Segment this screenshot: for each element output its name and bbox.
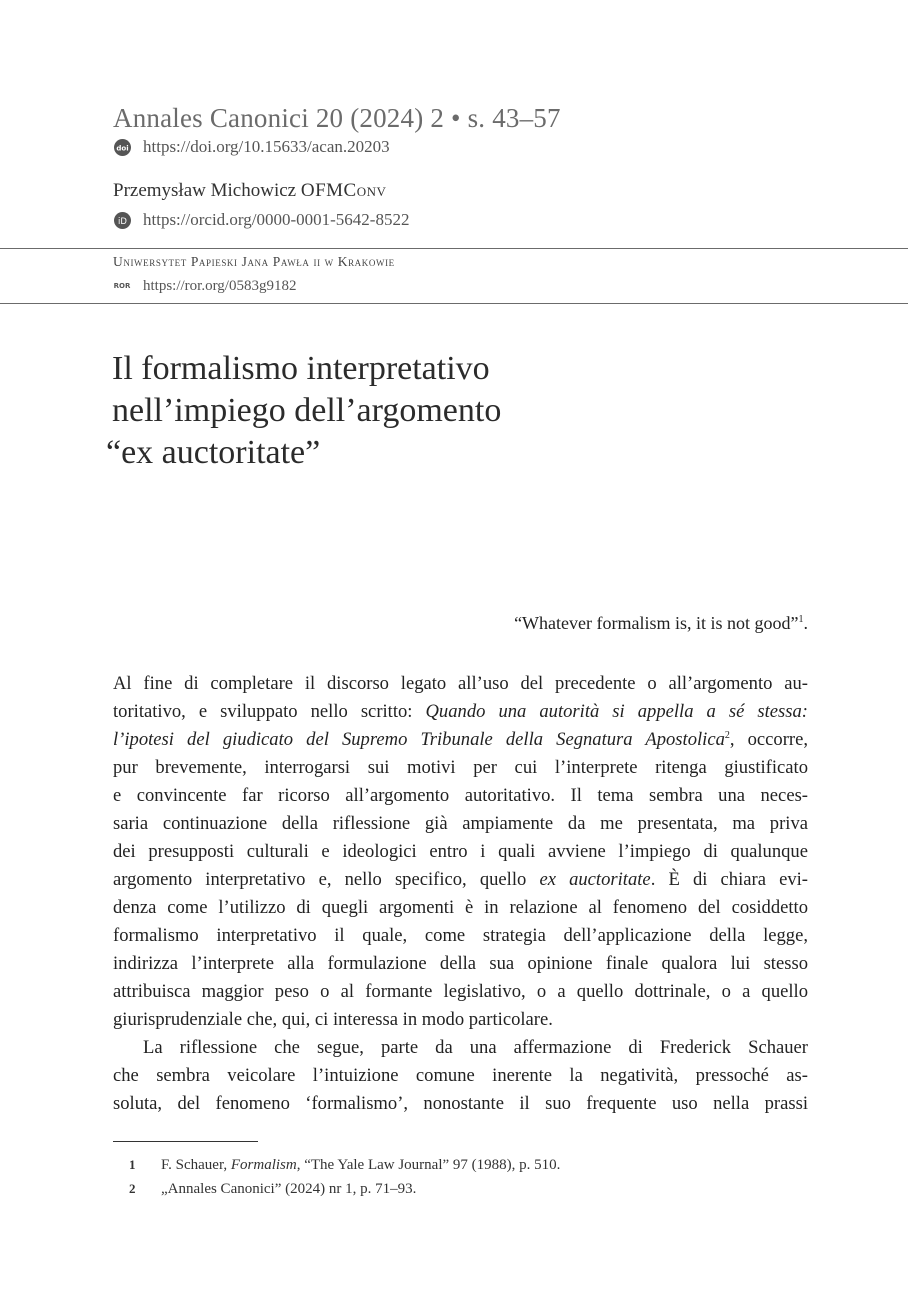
orcid-link[interactable]: https://orcid.org/0000-0001-5642-8522: [143, 210, 410, 229]
body-line: La riflessione che segue, parte da una affermazione di Frederick Schauer: [143, 1037, 808, 1058]
body-text: [113, 670, 808, 1118]
body-line: Al fine di completare il discorso legato all’uso del precedente o all’argomento au-: [113, 673, 808, 694]
header-rule-top: [0, 248, 908, 249]
doi-link[interactable]: https://doi.org/10.15633/acan.20203: [143, 137, 390, 156]
epigraph-end: .: [803, 613, 808, 633]
body-line: attribuisca maggior peso o al formante legislativo, o a quello dottrinale, o a quello: [113, 981, 808, 1002]
title-line: nell’impiego dell’argomento: [112, 392, 502, 429]
body-line: dei presupposti culturali e ideologici entro i quali avviene l’impiego di qualunque: [113, 841, 808, 862]
cited-title: Formalism: [230, 1157, 297, 1173]
body-line: soluta, del fenomeno ‘formalismo’, nonostante il suo frequente uso nella prassi: [113, 1093, 808, 1114]
doi-row: [113, 137, 390, 157]
ror-icon: [113, 277, 131, 295]
ror-row: [113, 277, 296, 295]
doi-icon: [113, 138, 131, 156]
footnote-2: 2 „Annales Canonici” (2024) nr 1, p. 71–93.: [113, 1181, 416, 1198]
body-line: toritativo, e sviluppato nello scritto: Quando una autorità si appella a sé stessa:: [113, 701, 808, 722]
cited-title: Quando una autorità si appella a sé stessa:: [425, 701, 808, 722]
footnote-ref-1[interactable]: 1: [798, 614, 804, 625]
footnote-separator: [113, 1141, 258, 1142]
orcid-icon: [113, 211, 131, 229]
author-order: OFMConv: [300, 180, 387, 201]
body-line: saria continuazione della riflessione già ampiamente da me presentata, ma priva: [113, 813, 808, 834]
author: [113, 180, 386, 202]
epigraph: [514, 613, 808, 634]
svg-text:doi: doi: [115, 144, 129, 152]
footnote-number: 2: [129, 1181, 136, 1196]
body-line: pur brevemente, interrogarsi sui motivi per cui l’interprete ritenga giustificato: [113, 757, 808, 778]
title-line: “ex auctoritate”: [106, 434, 321, 471]
body-line: formalismo interpretativo il quale, come strategia dell’applicazione della legge,: [113, 925, 808, 946]
orcid-row: [113, 210, 409, 230]
svg-text:iD: iD: [117, 216, 127, 227]
body-line: indirizza l’interprete alla formulazione della sua opinione finale qualora lui stesso: [113, 953, 808, 974]
header-rule-bottom: [0, 303, 908, 304]
journal-citation: Annales Canonici 20 (2024) 2 • s. 43–57: [113, 103, 561, 133]
body-line: l’ipotesi del giudicato del Supremo Tribunale della Segnatura Apostolica$^2$, occorre,: [113, 729, 808, 750]
epigraph-text: “Whatever formalism is, it is not good”: [514, 613, 799, 633]
footnote-number: 1: [129, 1157, 136, 1172]
article-title: [106, 348, 672, 474]
cited-title: l’ipotesi del giudicato del Supremo Tribunale della Segnatura Apostolica: [113, 729, 725, 750]
emphasis: ex auctoritate: [539, 869, 651, 890]
body-line: che sembra veicolare l’intuizione comune inerente la negatività, pressoché as-: [113, 1065, 808, 1086]
author-name: Przemysław Michowicz: [113, 180, 297, 201]
title-line: Il formalismo interpretativo: [112, 350, 490, 387]
body-line: denza come l’utilizzo di quegli argomenti è in relazione al fenomeno del cosiddetto: [113, 897, 808, 918]
body-line: giurisprudenziale che, qui, ci interessa in modo particolare.: [113, 1009, 553, 1030]
body-line: e convincente far ricorso all’argomento autoritativo. Il tema sembra una neces-: [113, 785, 808, 806]
body-line: argomento interpretativo e, nello specifico, quello ex auctoritate. È di chiara evi-: [113, 869, 809, 890]
svg-text:ROR: ROR: [113, 282, 131, 290]
footnote-ref-2[interactable]: 2: [724, 730, 730, 741]
footnote-1: 1 F. Schauer, Formalism, “The Yale Law Journal” 97 (1988), p. 510.: [113, 1157, 560, 1174]
affiliation: Uniwersytet Papieski Jana Pawła ii w Krakowie: [113, 254, 395, 269]
ror-link[interactable]: https://ror.org/0583g9182: [143, 277, 297, 294]
